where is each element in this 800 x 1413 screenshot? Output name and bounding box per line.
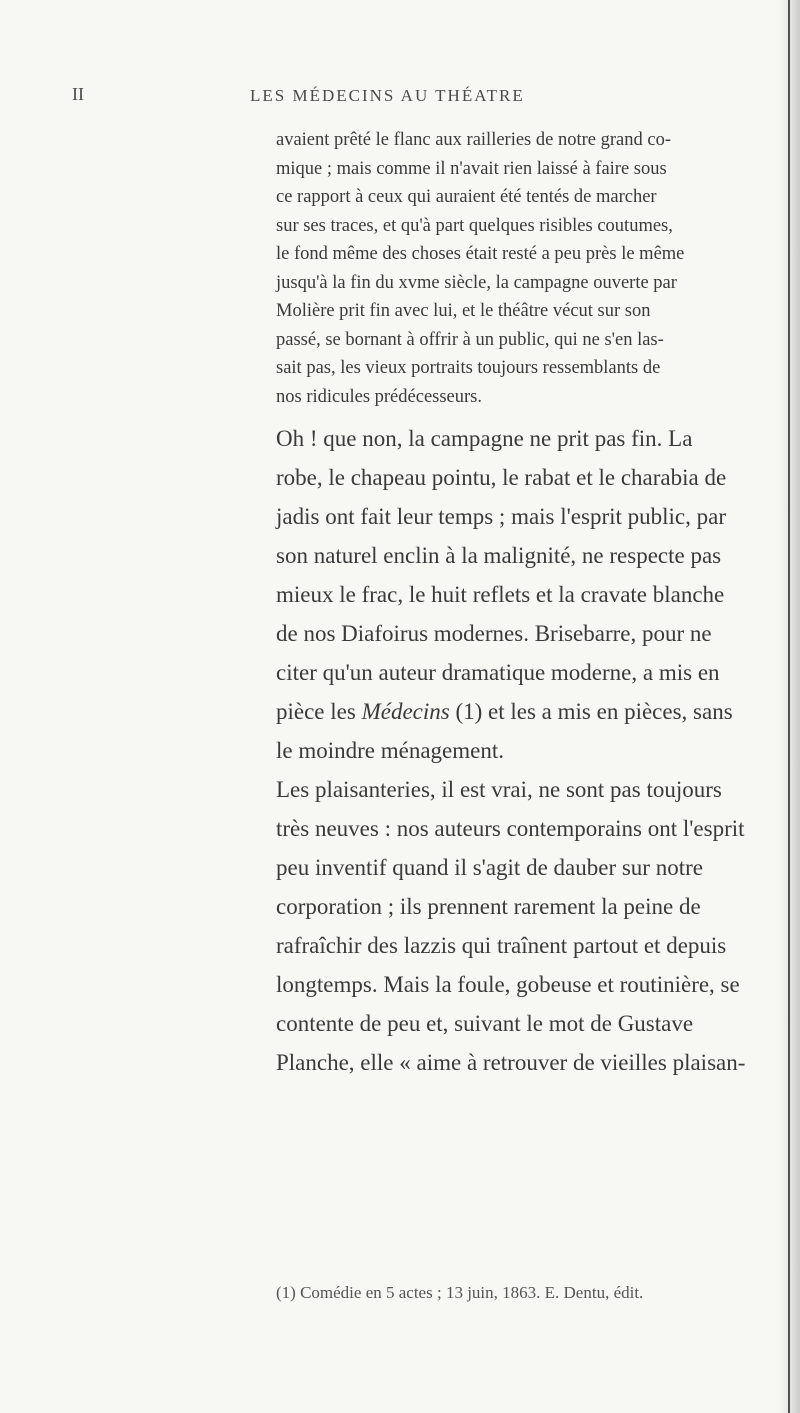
text-line: rafraîchir des lazzis qui traînent partout et depuis <box>276 933 727 958</box>
page-edge-line <box>788 0 790 1413</box>
text-line: longtemps. Mais la foule, gobeuse et routinière, se <box>276 972 740 997</box>
paragraphs-2-3 <box>276 419 746 1082</box>
text-line: mieux le frac, le huit reflets et la cravate blanche <box>276 582 725 607</box>
running-head: LES MÉDECINS AU THÉATRE <box>250 86 525 105</box>
text-line: peu inventif quand il s'agit de dauber sur notre <box>276 855 703 880</box>
text-line: de nos Diafoirus modernes. Brisebarre, pour ne <box>276 621 712 646</box>
text-line: jadis ont fait leur temps ; mais l'esprit public, par <box>276 504 726 529</box>
text-line: corporation ; ils prennent rarement la peine de <box>276 894 701 919</box>
text-line <box>276 692 733 731</box>
text-line: Planche, elle « aime à retrouver de vieilles plaisan- <box>276 1050 746 1075</box>
text-line: robe, le chapeau pointu, le rabat et le charabia de <box>276 465 727 490</box>
text-line: le moindre ménagement. <box>276 738 505 763</box>
footnote: (1) Comédie en 5 actes ; 13 juin, 1863. E. Dentu, édit. <box>276 1283 644 1302</box>
text-line: Molière prit fin avec lui, et le théâtre vécut sur son <box>276 301 651 321</box>
text-line: son naturel enclin à la malignité, ne respecte pas <box>276 543 722 568</box>
text-line: citer qu'un auteur dramatique moderne, a mis en <box>276 660 720 685</box>
play-title: Médecins <box>361 699 450 724</box>
text-segment: (1) et les a mis en pièces, sans <box>449 699 733 724</box>
text-line: sait pas, les vieux portraits toujours ressemblants de <box>276 358 661 378</box>
text-line: jusqu'à la fin du xvme siècle, la campagne ouverte par <box>276 272 677 293</box>
text-line: très neuves : nos auteurs contemporains ont l'esprit <box>276 816 745 841</box>
text-line: contente de peu et, suivant le mot de Gustave <box>276 1011 694 1036</box>
text-line: nos ridicules prédécesseurs. <box>276 386 483 407</box>
text-line: ce rapport à ceux qui auraient été tentés de marcher <box>276 187 657 207</box>
text-segment: pièce les <box>276 699 362 724</box>
text-line: Oh ! que non, la campagne ne prit pas fin. La <box>276 426 693 451</box>
page-number: II <box>72 84 84 104</box>
text-line: avaient prêté le flanc aux railleries de notre grand co- <box>276 130 671 150</box>
text-line: mique ; mais comme il n'avait rien laissé à faire sous <box>276 158 667 179</box>
text-line: sur ses traces, et qu'à part quelques risibles coutumes, <box>276 215 673 236</box>
paragraph-1 <box>276 126 716 411</box>
text-line: Les plaisanteries, il est vrai, ne sont pas toujours <box>276 777 722 802</box>
text-line: passé, se bornant à offrir à un public, qui ne s'en las- <box>276 329 664 350</box>
text-line: le fond même des choses était resté a peu près le même <box>276 244 685 264</box>
